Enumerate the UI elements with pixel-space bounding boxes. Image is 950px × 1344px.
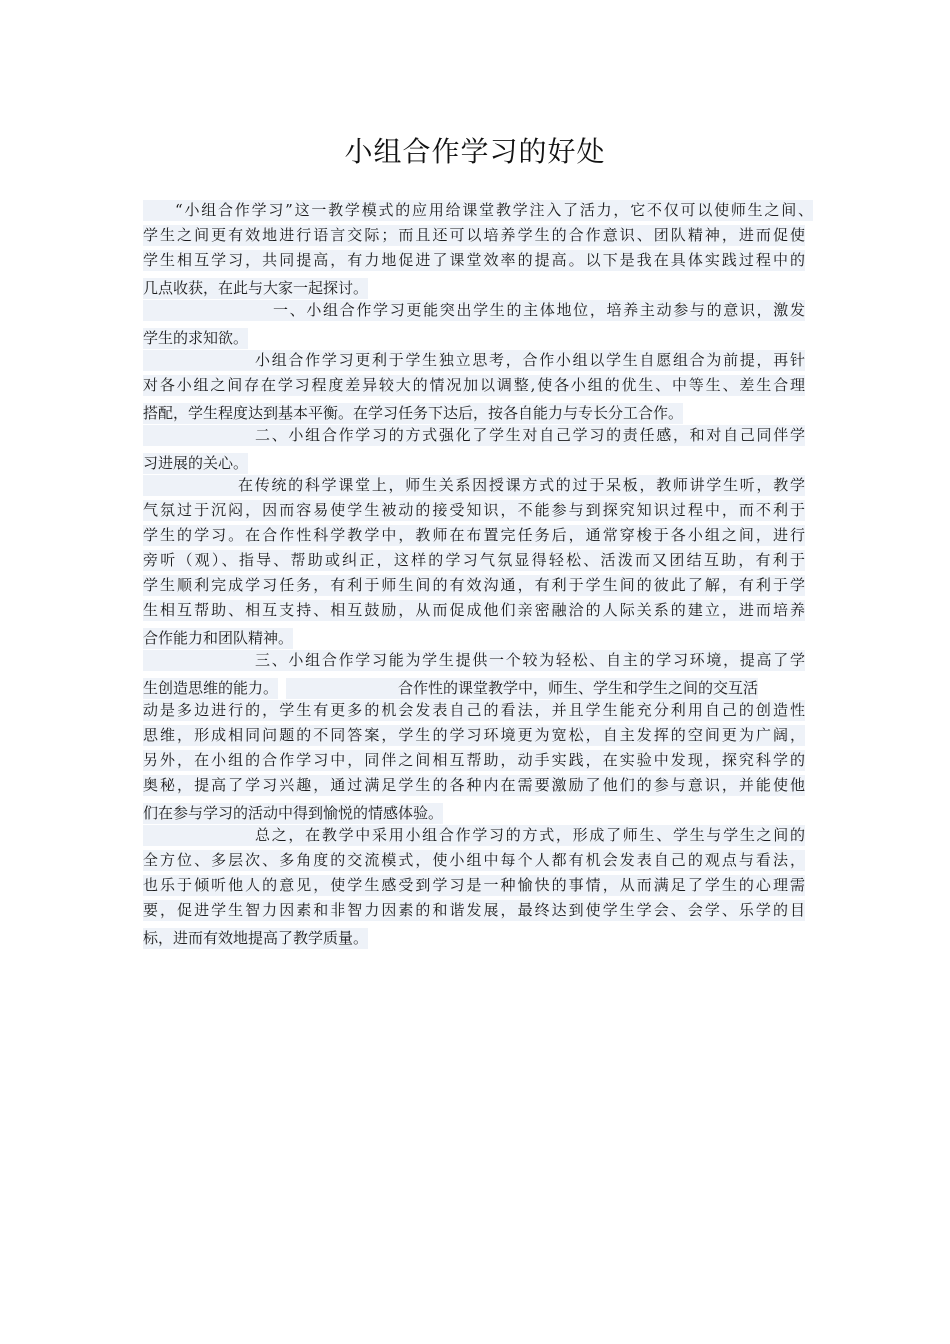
text-line: 总之，在教学中采用小组合作学习的方式，形成了师生、学生与学生之间的 <box>143 825 813 850</box>
text-line: 三、小组合作学习能为学生提供一个较为轻松、自主的学习环境，提高了学 <box>143 650 813 675</box>
text-line: 学生之间更有效地进行语言交际；而且还可以培养学生的合作意识、团队精神，进而促使 <box>143 226 805 244</box>
text-line: 学生顺利完成学习任务，有利于师生间的有效沟通，有利于学生间的彼此了解，有利于学 <box>143 576 805 594</box>
text-line: 们在参与学习的活动中得到愉悦的情感体验。 <box>143 803 444 822</box>
text-line: 习进展的关心。 <box>143 453 249 472</box>
text-line: “小组合作学习”这一教学模式的应用给课堂教学注入了活力，它不仅可以使师生之间、 <box>143 200 813 225</box>
text-line: 思维，形成相同问题的不同答案，学生的学习环境更为宽松，自主发挥的空间更为广阔， <box>143 726 805 744</box>
text-line: 也乐于倾听他人的意见，使学生感受到学习是一种愉快的事情，从而满足了学生的心理需 <box>143 876 805 894</box>
text-line: 几点收获，在此与大家一起探讨。 <box>143 278 369 297</box>
text-line: 全方位、多层次、多角度的交流模式，使小组中每个人都有机会发表自己的观点与看法， <box>143 851 805 869</box>
text-line: 气氛过于沉闷，因而容易使学生被动的接受知识，不能参与到探究知识过程中，而不利于 <box>143 501 805 519</box>
text-line: 合作能力和团队精神。 <box>143 628 294 647</box>
text-line: 生相互帮助、相互支持、相互鼓励，从而促成他们亲密融洽的人际关系的建立，进而培养 <box>143 601 805 619</box>
text-line: 二、小组合作学习的方式强化了学生对自己学习的责任感，和对自己同伴学 <box>143 425 813 450</box>
text-line: 标，进而有效地提高了教学质量。 <box>143 928 369 947</box>
document-body <box>143 200 813 950</box>
text-line: 要，促进学生智力因素和非智力因素的和谐发展，最终达到使学生学会、会学、乐学的目 <box>143 901 805 919</box>
text-line: 学生的求知欲。 <box>143 328 249 347</box>
text-line: 小组合作学习更利于学生独立思考，合作小组以学生自愿组合为前提，再针 <box>143 350 813 375</box>
text-line: 在传统的科学课堂上，师生关系因授课方式的过于呆板，教师讲学生听，教学 <box>143 475 813 500</box>
text-line: 学生相互学习，共同提高，有力地促进了课堂效率的提高。以下是我在具体实践过程中的 <box>143 251 805 269</box>
text-line: 对各小组之间存在学习程度差异较大的情况加以调整,使各小组的优生、中等生、差生合理 <box>143 376 805 394</box>
text-line: 旁听（观）、指导、帮助或纠正，这样的学习气氛显得轻松、活泼而又团结互助，有利于 <box>143 551 805 569</box>
text-line: 动是多边进行的，学生有更多的机会发表自己的看法，并且学生能充分利用自己的创造性 <box>143 701 805 719</box>
text-line: 搭配，学生程度达到基本平衡。在学习任务下达后，按各自能力与专长分工合作。 <box>143 403 684 422</box>
text-line: 奥秘，提高了学习兴趣，通过满足学生的各种内在需要激励了他们的参与意识，并能使他 <box>143 776 805 794</box>
text-line: 生创造思维的能力。 合作性的课堂教学中，师生、学生和学生之间的交互活 <box>143 678 759 697</box>
document-title: 小组合作学习的好处 <box>344 135 606 168</box>
text-line: 另外，在小组的合作学习中，同伴之间相互帮助，动手实践，在实验中发现，探究科学的 <box>143 751 805 769</box>
text-line: 一、小组合作学习更能突出学生的主体地位，培养主动参与的意识，激发 <box>143 300 813 325</box>
text-line: 学生的学习。在合作性科学教学中，教师在布置完任务后，通常穿梭于各小组之间，进行 <box>143 526 805 544</box>
